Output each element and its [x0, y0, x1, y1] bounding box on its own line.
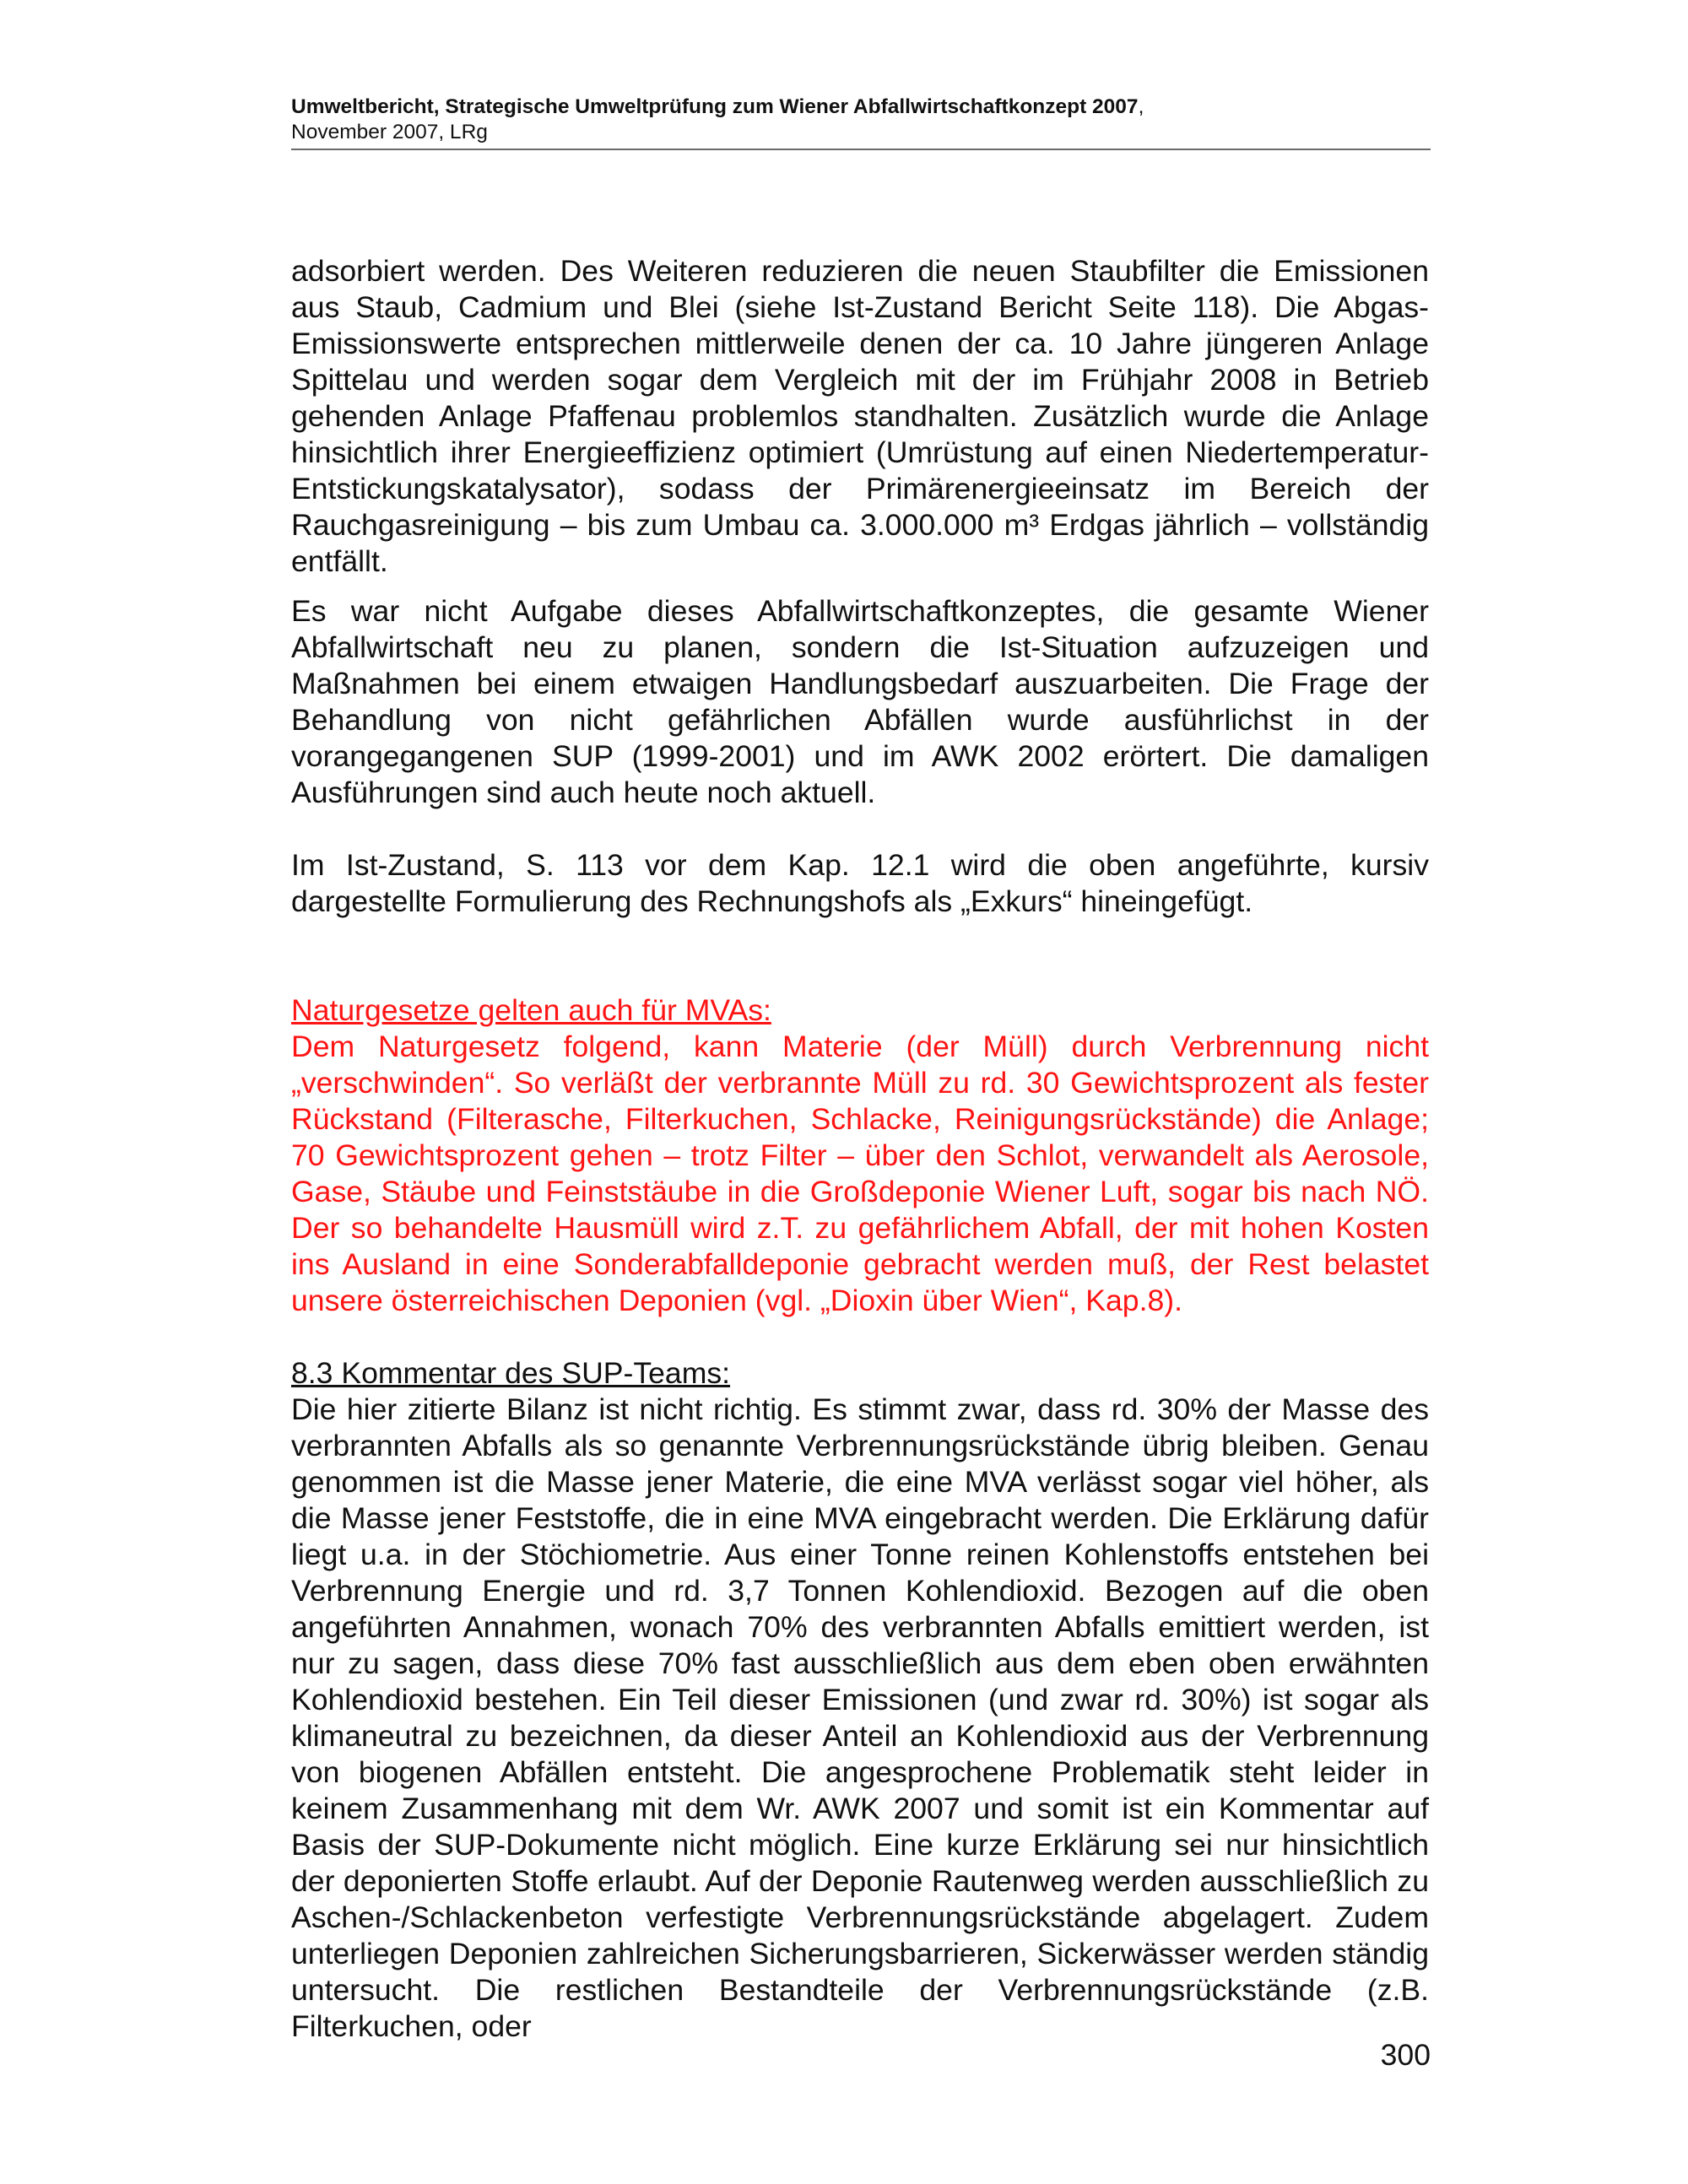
red-quote-section [291, 992, 1429, 1319]
paragraph-2: Es war nicht Aufgabe dieses Abfallwirtschaftkonzeptes, die gesamte Wiener Abfallwirtschaft neu zu planen, sondern die Ist-Situation aufzuzeigen und Maßnahmen bei einem etwaigen Handlungsbedarf auszuarbeiten. Die Frage der Behandlung von nicht gefährlichen Abfällen wurde ausführlichst in der vorangegangenen SUP (1999-2001) und im AWK 2002 erörtert. Die damaligen Ausführungen sind auch heute noch aktuell. [291, 594, 1429, 809]
header-subtitle: November 2007, LRg [291, 121, 488, 143]
header-title: Umweltbericht, Strategische Umweltprüfung zum Wiener Abfallwirtschaftkonzept 2007 [291, 95, 1139, 118]
header-title-suffix: , [1138, 95, 1144, 118]
comment-section [291, 1355, 1429, 2045]
comment-section-text: Die hier zitierte Bilanz ist nicht richtig. Es stimmt zwar, dass rd. 30% der Masse des verbrannten Abfalls als so genannte Verbrennungsrückstände übrig bleiben. Genau genommen ist die Masse jener Materie, die eine MVA verlässt sogar viel höher, als die Masse jener Feststoffe, die in eine MVA eingebracht werden. Die Erklärung dafür liegt u.a. in der Stöchiometrie. Aus einer Tonne reinen Kohlenstoffs entstehen bei Verbrennung Energie und rd. 3,7 Tonnen Kohlendioxid. Bezogen auf die oben angeführten Annahmen, wonach 70% des verbrannten Abfalls emittiert werden, ist nur zu sagen, dass diese 70% fast ausschließlich aus dem eben oben erwähnten Kohlendioxid bestehen. Ein Teil dieser Emissionen (und zwar rd. 30%) ist sogar als klimaneutral zu bezeichnen, da dieser Anteil an Kohlendioxid aus der Verbrennung von biogenen Abfällen entsteht. Die angesprochene Problematik steht leider in keinem Zusammenhang mit dem Wr. AWK 2007 und somit ist ein Kommentar auf Basis der SUP-Dokumente nicht möglich. Eine kurze Erklärung sei nur hinsichtlich der deponierten Stoffe erlaubt. Auf der Deponie Rautenweg werden ausschließlich zu Aschen-/Schlackenbeton verfestigte Verbrennungsrückstände abgelagert. Zudem unterliegen Deponien zahlreichen Sicherungsbarrieren, Sickerwässer werden ständig untersucht. Die restlichen Bestandteile der Verbrennungsrückstände (z.B. Filterkuchen, oder [291, 1392, 1429, 2043]
comment-section-heading: 8.3 Kommentar des SUP-Teams: [291, 1356, 731, 1390]
paragraph-3: Im Ist-Zustand, S. 113 vor dem Kap. 12.1 wird die oben angeführte, kursiv dargestellte Formulierung des Rechnungshofs als „Exkurs“ hineingefügt. [291, 848, 1429, 918]
red-section-heading: Naturgesetze gelten auch für MVAs: [291, 993, 771, 1027]
header-title-line [291, 95, 1431, 120]
red-section-text: Dem Naturgesetz folgend, kann Materie (der Müll) durch Verbrennung nicht „verschwinden“. So verläßt der verbrannte Müll zu rd. 30 Gewichtsprozent als fester Rückstand (Filterasche, Filterkuchen, Schlacke, Reinigungsrückstände) die Anlage; 70 Gewichtsprozent gehen – trotz Filter – über den Schlot, verwandelt als Aerosole, Gase, Stäube und Feinststäube in die Großdeponie Wiener Luft, sogar bis nach NÖ. Der so behandelte Hausmüll wird z.T. zu gefährlichem Abfall, der mit hohen Kosten ins Ausland in eine Sonderabfalldeponie gebracht werden muß, der Rest belastet unsere österreichischen Deponien (vgl. „Dioxin über Wien“, Kap.8). [291, 1030, 1429, 1317]
page-number: 300 [1380, 2038, 1431, 2072]
document-body [291, 253, 1429, 2045]
page-header [291, 95, 1431, 150]
paragraph-1: adsorbiert werden. Des Weiteren reduzieren die neuen Staubfilter die Emissionen aus Staub, Cadmium und Blei (siehe Ist-Zustand Bericht Seite 118). Die Abgas-Emissionswerte entsprechen mittlerweile denen der ca. 10 Jahre jüngeren Anlage Spittelau und werden sogar dem Vergleich mit der im Frühjahr 2008 in Betrieb gehenden Anlage Pfaffenau problemlos standhalten. Zusätzlich wurde die Anlage hinsichtlich ihrer Energieeffizienz optimiert (Umrüstung auf einen Niedertemperatur-Entstickungskatalysator), sodass der Primärenergieeinsatz im Bereich der Rauchgasreinigung – bis zum Umbau ca. 3.000.000 m³ Erdgas jährlich – vollständig entfällt. [291, 254, 1429, 578]
